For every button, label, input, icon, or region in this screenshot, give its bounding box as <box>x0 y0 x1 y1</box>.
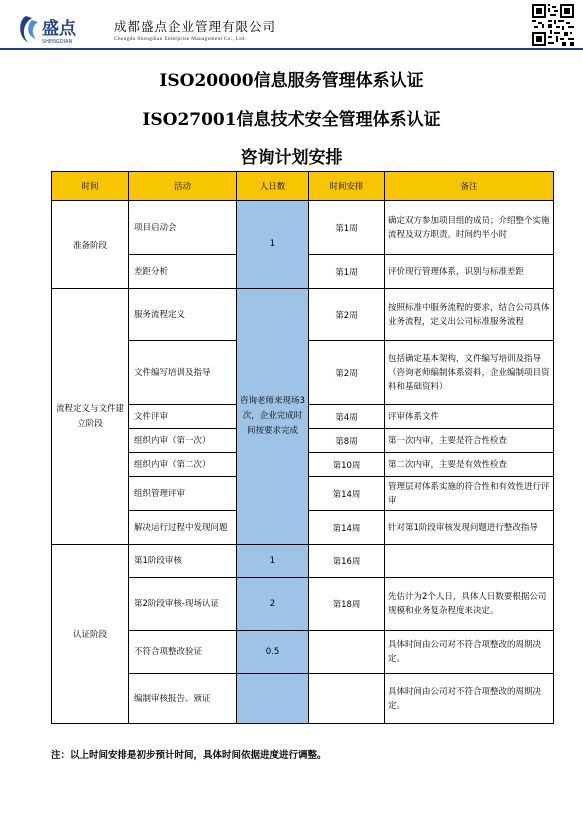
note-cell: 具体时间由公司对不符合项整改的周期决定。 <box>385 631 554 674</box>
header-schedule: 时间安排 <box>309 172 385 201</box>
table-header-row <box>52 172 554 201</box>
week-cell: 第2周 <box>309 341 385 405</box>
activity-cell: 解决运行过程中发现问题 <box>129 511 237 545</box>
note-cell: 第一次内审，主要是符合性检查 <box>385 429 554 453</box>
header-time: 时间 <box>52 172 129 201</box>
days-cell <box>237 674 309 724</box>
days-cell: 0.5 <box>237 631 309 674</box>
note-cell: 管理层对体系实施的符合性和有效性进行评审 <box>385 477 554 511</box>
header-activity: 活动 <box>129 172 237 201</box>
qr-code-icon <box>532 4 574 46</box>
note-cell: 评审体系文件 <box>385 405 554 429</box>
days-cell: 1 <box>237 545 309 578</box>
note-cell: 确定双方参加项目组的成员；介绍整个实施流程及双方职责。时间约半小时 <box>385 201 554 255</box>
days-cell: 2 <box>237 578 309 631</box>
footnote: 注：以上时间安排是初步预计时间，具体时间依据进度进行调整。 <box>51 750 327 761</box>
week-cell: 第14周 <box>309 511 385 545</box>
week-cell: 第8周 <box>309 429 385 453</box>
phase-certification: 认证阶段 <box>52 545 129 724</box>
consulting-plan-table <box>51 171 554 724</box>
svg-text:SHENGDIAN: SHENGDIAN <box>42 39 73 45</box>
activity-cell: 第2阶段审核-现场认证 <box>129 578 237 631</box>
week-cell: 第1周 <box>309 201 385 255</box>
week-cell: 第10周 <box>309 453 385 477</box>
week-cell: 第18周 <box>309 578 385 631</box>
company-logo <box>18 12 108 46</box>
activity-cell: 项目启动会 <box>129 201 237 255</box>
table-row <box>52 289 554 341</box>
activity-cell: 组织管理评审 <box>129 477 237 511</box>
company-name-cn: 成都盛点企业管理有限公司 <box>114 19 277 34</box>
note-cell: 先估计为2个人日，具体人日数要根据公司规模和业务复杂程度来决定。 <box>385 578 554 631</box>
note-cell: 评价现行管理体系，识别与标准差距 <box>385 255 554 289</box>
days-cell: 咨询老师来现场3次，企业完成时间按要求完成 <box>237 289 309 545</box>
activity-cell: 组织内审（第一次） <box>129 429 237 453</box>
company-name-en: Chengdu Shengdian Enterprise Management Co., Ltd. <box>114 36 246 42</box>
title-plan: 咨询计划安排 <box>240 148 343 168</box>
activity-cell: 差距分析 <box>129 255 237 289</box>
week-cell: 第4周 <box>309 405 385 429</box>
week-cell: 第2周 <box>309 289 385 341</box>
page-header <box>0 0 583 56</box>
note-cell: 具体时间由公司对不符合项整改的周期决定。 <box>385 674 554 724</box>
activity-cell: 编制审核报告、颁证 <box>129 674 237 724</box>
activity-cell: 不符合项整改验证 <box>129 631 237 674</box>
week-cell <box>309 631 385 674</box>
title-iso27001: ISO27001信息技术安全管理体系认证 <box>142 110 441 130</box>
week-cell <box>309 674 385 724</box>
title-iso20000: ISO20000信息服务管理体系认证 <box>159 71 424 91</box>
activity-cell: 服务流程定义 <box>129 289 237 341</box>
header-remarks: 备注 <box>385 172 554 201</box>
header-person-days: 人日数 <box>237 172 309 201</box>
header-divider <box>0 48 583 50</box>
week-cell: 第1周 <box>309 255 385 289</box>
note-cell: 第二次内审，主要是有效性检查 <box>385 453 554 477</box>
days-cell: 1 <box>237 201 309 289</box>
week-cell: 第14周 <box>309 477 385 511</box>
table-row <box>52 201 554 255</box>
activity-cell: 第1阶段审核 <box>129 545 237 578</box>
week-cell: 第16周 <box>309 545 385 578</box>
note-cell: 按照标准中服务流程的要求，结合公司具体业务流程，定义出公司标准服务流程 <box>385 289 554 341</box>
svg-text:盛点: 盛点 <box>42 19 76 39</box>
note-cell: 针对第1阶段审核发现问题进行整改指导 <box>385 511 554 545</box>
activity-cell: 组织内审（第二次） <box>129 453 237 477</box>
note-cell: 包括确定基本架构，文件编写培训及指导（咨询老师编制体系资料，企业编制项目资料和基础资料） <box>385 341 554 405</box>
activity-cell: 文件评审 <box>129 405 237 429</box>
note-cell <box>385 545 554 578</box>
activity-cell: 文件编写培训及指导 <box>129 341 237 405</box>
phase-process-definition: 流程定义与文件建立阶段 <box>52 289 129 545</box>
phase-preparation: 准备阶段 <box>52 201 129 289</box>
table-row <box>52 545 554 578</box>
